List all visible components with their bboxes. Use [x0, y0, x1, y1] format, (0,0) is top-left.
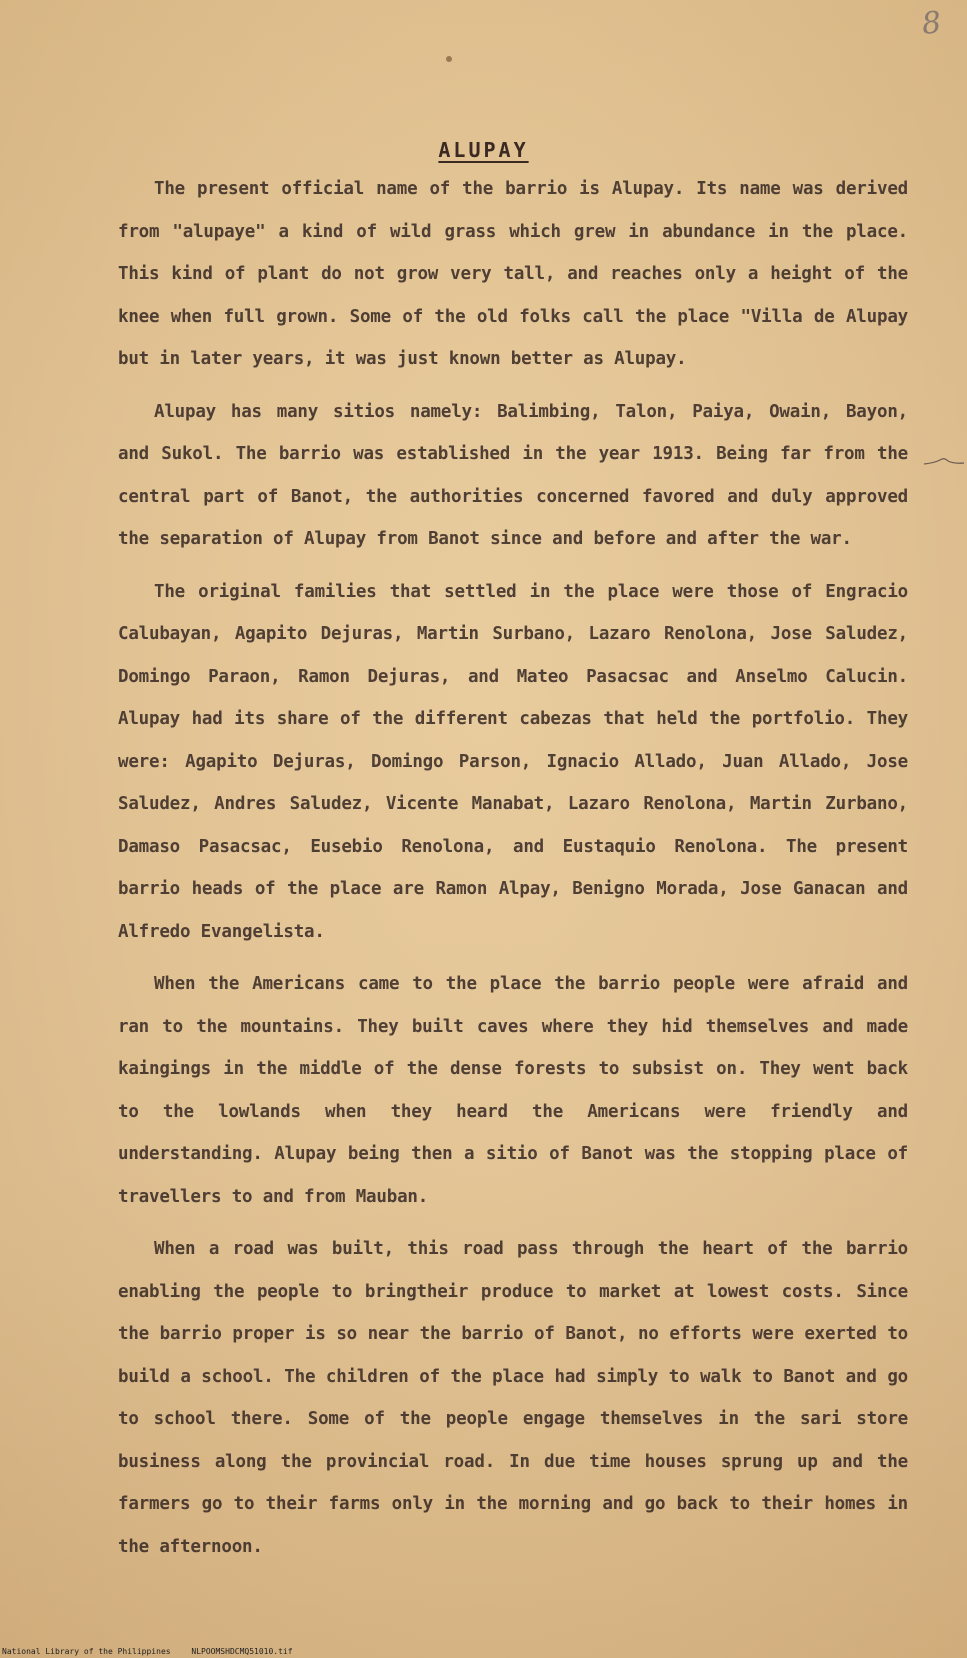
handwritten-page-number: 8	[920, 5, 943, 42]
pencil-mark-icon	[922, 454, 966, 468]
paragraph-name-origin: The present official name of the barrio is Alupay. Its name was derived from "alupaye" a kind of wild grass which grew in abundance in the place. This kind of plant do not grow very tall, and reaches only a height of the knee when full grown. Some of the old folks call the place "Villa de Alupay but in later years, it was just known better as Alupay.	[118, 179, 908, 369]
footer-file-id: NLPOOMSHDCMQ51010.tif	[191, 1647, 293, 1656]
footer-library: National Library of the Philippines	[2, 1647, 171, 1656]
paragraph-americans: When the Americans came to the place the barrio people were afraid and ran to the mountains. They built caves where they hid themselves and made kaingings in the middle of the dense forests to subsist on. They went back to the lowlands when they heard the Americans were friendly and understanding. Alupay being then a sitio of Banot was the stopping place of travellers to and from Mauban.	[118, 974, 908, 1207]
paragraph-sitios: Alupay has many sitios namely: Balimbing, Talon, Paiya, Owain, Bayon, and Sukol. The barrio was established in the year 1913. Being far from the central part of Banot, the authorities concerned favored and duly approved the separation of Alupay from Banot since and before and after the war.	[118, 401, 908, 549]
ink-spot	[446, 56, 452, 62]
scan-footer	[2, 1647, 309, 1656]
paragraph-families: The original families that settled in the place were those of Engracio Calubayan, Agapito Dejuras, Martin Surbano, Lazaro Renolona, Jose Saludez, Domingo Paraon, Ramon Dejuras, and Mateo Pasacsac and Anselmo Calucin. Alupay had its share of the different cabezas that held the portfolio. They were: Agapito Dejuras, Domingo Parson, Ignacio Allado, Juan Allado, Jose Saludez, Andres Saludez, Vicente Manabat, Lazaro Renolona, Martin Zurbano, Damaso Pasacsac, Eusebio Renolona, and Eustaquio Renolona. The present barrio heads of the place are Ramon Alpay, Benigno Morada, Jose Ganacan and Alfredo Evangelista.	[118, 581, 908, 942]
document-body	[118, 168, 908, 1578]
paragraph-road: When a road was built, this road pass through the heart of the barrio enabling the people to bringtheir produce to market at lowest costs. Since the barrio proper is so near the barrio of Banot, no efforts were exerted to build a school. The children of the place had simply to walk to Banot and go to school there. Some of the people engage themselves in the sari store business along the provincial road. In due time houses sprung up and the farmers go to their farms only in the morning and go back to their homes in the afternoon.	[118, 1239, 908, 1557]
document-title: ALUPAY	[438, 138, 529, 162]
